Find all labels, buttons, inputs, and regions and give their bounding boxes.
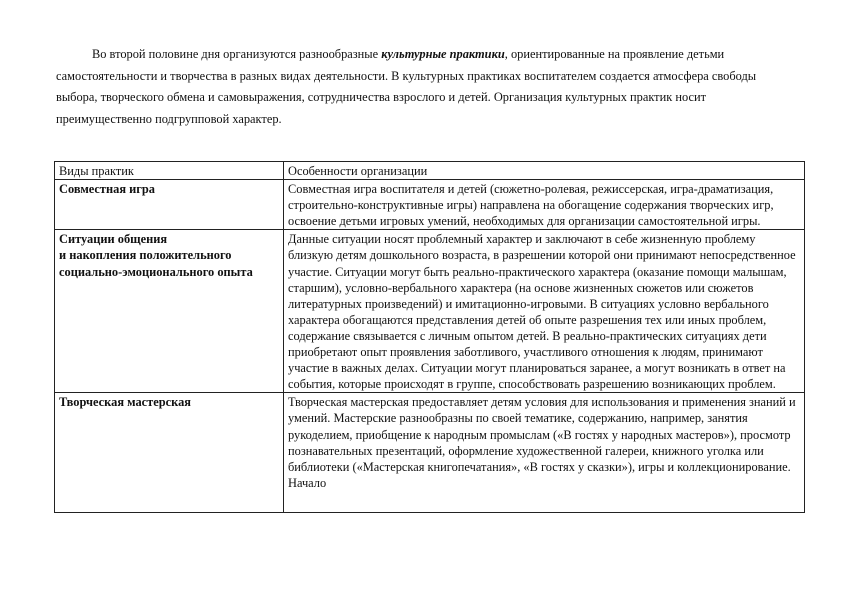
table-row bbox=[55, 230, 805, 393]
header-organization-features: Особенности организации bbox=[284, 162, 805, 180]
practice-type-cell bbox=[55, 180, 284, 230]
intro-text-end: , ориентированные на проявление детьми самостоятельности и творчества в разных видах деятельности. В культурных практиках воспитателем создается атмосфера свободы выбора, творческого обмена и самовыражения, сотрудничества взрослого и детей. Организация культурных практик носит преимущественно подгрупповой характер. bbox=[56, 47, 757, 126]
intro-text-start: Во второй половине дня организуются разнообразные bbox=[92, 47, 382, 61]
practice-type-cell bbox=[55, 393, 284, 513]
table-row bbox=[55, 180, 805, 230]
practice-description: Совместная игра воспитателя и детей (сюжетно-ролевая, режиссерская, игра-драматизация, строительно-конструктивные игры) направлена на обогащение содержания творческих игр, освоение детьми игровых умений, необходимых для организации самостоятельной игры. bbox=[284, 180, 805, 230]
practice-type-cell bbox=[55, 230, 284, 393]
practices-table bbox=[54, 161, 805, 513]
practice-type-line: Совместная игра bbox=[59, 182, 155, 197]
practice-description: Данные ситуации носят проблемный характер и заключают в себе жизненную проблему близкую детям дошкольного возраста, в разрешении которой они принимают непосредственное участие. Ситуации могут быть реально-практического характера (оказание помощи малышам, старшим), условно-вербального характера (на основе жизненных сюжетов или сюжетов литературных произведений) и имитационно-игровыми. В ситуациях условно вербального характера обогащаются представления детей об опыте разрешения тех или иных проблем, содержание связывается с личным опытом детей. В реально-практических ситуациях дети приобретают опыт проявления заботливого, участливого отношения к людям, принимают участие в важных делах. Ситуации могут планироваться заранее, а могут возникать в ответ на события, которые происходят в группе, способствовать разрешению возникающих проблем. bbox=[284, 230, 805, 393]
practice-description: Творческая мастерская предоставляет детям условия для использования и применения знаний и умений. Мастерские разнообразны по своей тематике, содержанию, например, занятия рукоделием, приобщение к народным промыслам («В гостях у народных мастеров»), просмотр познавательных презентаций, оформление художественной галереи, книжного уголка или библиотеки («Мастерская книгопечатания», «В гостях у сказки»), игры и коллекционирование. Начало bbox=[284, 393, 805, 513]
practice-type-line: Творческая мастерская bbox=[59, 395, 191, 410]
practice-type-line: социально-эмоционального опыта bbox=[59, 264, 253, 279]
header-practice-type: Виды практик bbox=[55, 162, 284, 180]
table-row bbox=[55, 393, 805, 513]
intro-paragraph bbox=[56, 44, 786, 130]
practice-type-line: Ситуации общения bbox=[59, 232, 168, 247]
table-header-row bbox=[55, 162, 805, 180]
intro-emphasis: культурные практики bbox=[381, 47, 505, 61]
practice-type-line: и накопления положительного bbox=[59, 248, 232, 263]
